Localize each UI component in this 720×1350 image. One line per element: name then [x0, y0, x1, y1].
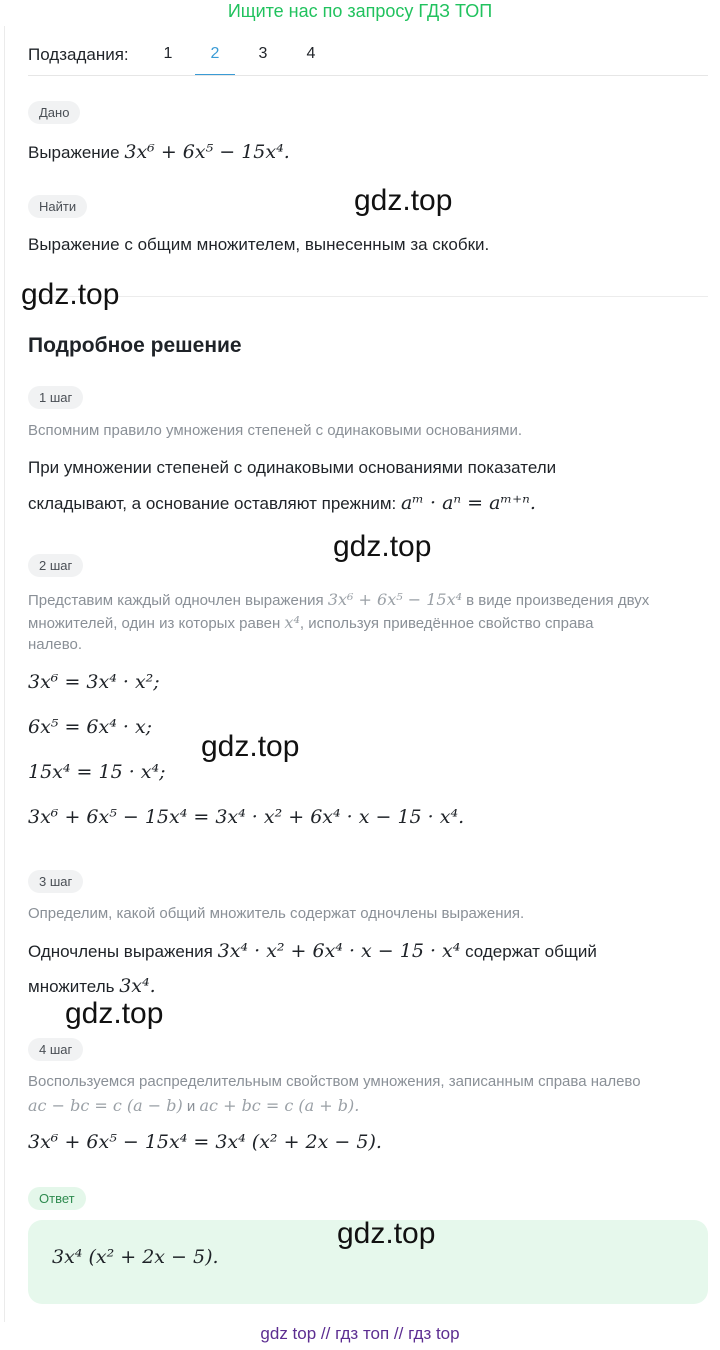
- step-2-hint2-prefix: множителей, один из которых равен: [28, 615, 281, 632]
- subtasks-divider: [28, 75, 708, 76]
- watermark: gdz.top: [65, 997, 164, 1030]
- section-divider: [28, 296, 708, 297]
- step-2-equation-2: 6x⁵ = 6x⁴ · x;: [28, 716, 153, 738]
- step-4-hint-conjunction: и: [186, 1098, 196, 1115]
- step-1-line-1: При умножении степеней с одинаковыми основаниями показатели: [28, 458, 557, 477]
- step-2-hint-expression: 3x⁶ + 6x⁵ − 15x⁴: [327, 590, 462, 609]
- content-left-border: [4, 26, 5, 1322]
- subtasks-nav: [28, 38, 708, 76]
- tab-subtask-2[interactable]: 2: [195, 45, 235, 75]
- watermark: gdz.top: [354, 184, 453, 217]
- answer-expression: 3x⁴ (x² + 2x − 5).: [52, 1246, 219, 1268]
- step-1-formula: aᵐ · aⁿ = aᵐ⁺ⁿ.: [400, 492, 536, 514]
- watermark: gdz.top: [337, 1217, 436, 1250]
- step-2-hint-suffix: в виде произведения двух: [466, 592, 650, 609]
- step-2-badge: 2 шаг: [28, 554, 83, 577]
- solution-heading: Подробное решение: [28, 334, 242, 357]
- find-text: Выражение с общим множителем, вынесенным за скобки.: [28, 235, 490, 254]
- step-4-hint: Воспользуемся распределительным свойством умножения, записанным справа налево: [28, 1073, 641, 1090]
- step-4-hint-line-2: [28, 1096, 359, 1115]
- step-1-line-2-text: складывают, а основание оставляют прежним:: [28, 494, 397, 513]
- step-2-equation-4: 3x⁶ + 6x⁵ − 15x⁴ = 3x⁴ · x² + 6x⁴ · x − 15 · x⁴.: [28, 806, 465, 828]
- step-4-hint-expression-2: ac + bc = c (a + b).: [199, 1096, 360, 1115]
- step-3-line-1-prefix: Одночлены выражения: [28, 942, 213, 961]
- step-3-line-2-expression: 3x⁴.: [119, 975, 156, 997]
- watermark: gdz.top: [201, 730, 300, 763]
- search-banner: Ищите нас по запросу ГДЗ ТОП: [227, 1, 493, 21]
- given-prefix: Выражение: [28, 143, 120, 162]
- given-expression: 3x⁶ + 6x⁵ − 15x⁴.: [124, 141, 290, 163]
- subtasks-label: Подзадания:: [28, 45, 129, 64]
- step-2-hint-prefix: Представим каждый одночлен выражения: [28, 592, 324, 609]
- answer-badge: Ответ: [28, 1187, 86, 1210]
- step-1-line-2: [28, 492, 536, 514]
- step-3-line-2: [28, 975, 156, 997]
- step-2-hint2-expression: x⁴: [284, 613, 300, 632]
- step-3-line-2-prefix: множитель: [28, 977, 115, 996]
- step-3-line-1-expression: 3x⁴ · x² + 6x⁴ · x − 15 · x⁴: [217, 940, 461, 962]
- tab-subtask-1[interactable]: 1: [163, 45, 173, 62]
- step-2-hint-line-1: [28, 590, 649, 609]
- given-text: [28, 141, 290, 163]
- tab-subtask-4[interactable]: 4: [306, 45, 316, 62]
- step-4-hint-expression-1: ac − bc = c (a − b): [28, 1096, 183, 1115]
- watermark: gdz.top: [333, 530, 432, 563]
- step-2-equation-1: 3x⁶ = 3x⁴ · x²;: [28, 671, 160, 693]
- step-3-line-1: [28, 940, 597, 962]
- step-3-hint: Определим, какой общий множитель содержат одночлены выражения.: [28, 905, 525, 922]
- step-1-badge: 1 шаг: [28, 386, 83, 409]
- step-4-badge: 4 шаг: [28, 1038, 83, 1061]
- tab-subtask-3[interactable]: 3: [258, 45, 268, 62]
- find-badge: Найти: [28, 195, 87, 218]
- watermark: gdz.top: [21, 278, 120, 311]
- step-2-equation-3: 15x⁴ = 15 · x⁴;: [28, 761, 166, 783]
- step-2-hint-line-2: [28, 613, 593, 632]
- step-1-hint: Вспомним правило умножения степеней с одинаковыми основаниями.: [28, 422, 522, 439]
- step-4-equation: 3x⁶ + 6x⁵ − 15x⁴ = 3x⁴ (x² + 2x − 5).: [28, 1131, 382, 1153]
- step-3-badge: 3 шаг: [28, 870, 83, 893]
- step-2-hint-line-3: налево.: [28, 636, 83, 653]
- step-3-line-1-suffix: содержат общий: [465, 942, 597, 961]
- footer-links[interactable]: gdz top // гдз топ // гдз top: [260, 1324, 460, 1343]
- step-2-hint2-suffix: , используя приведённое свойство справа: [299, 615, 594, 632]
- given-badge: Дано: [28, 101, 80, 124]
